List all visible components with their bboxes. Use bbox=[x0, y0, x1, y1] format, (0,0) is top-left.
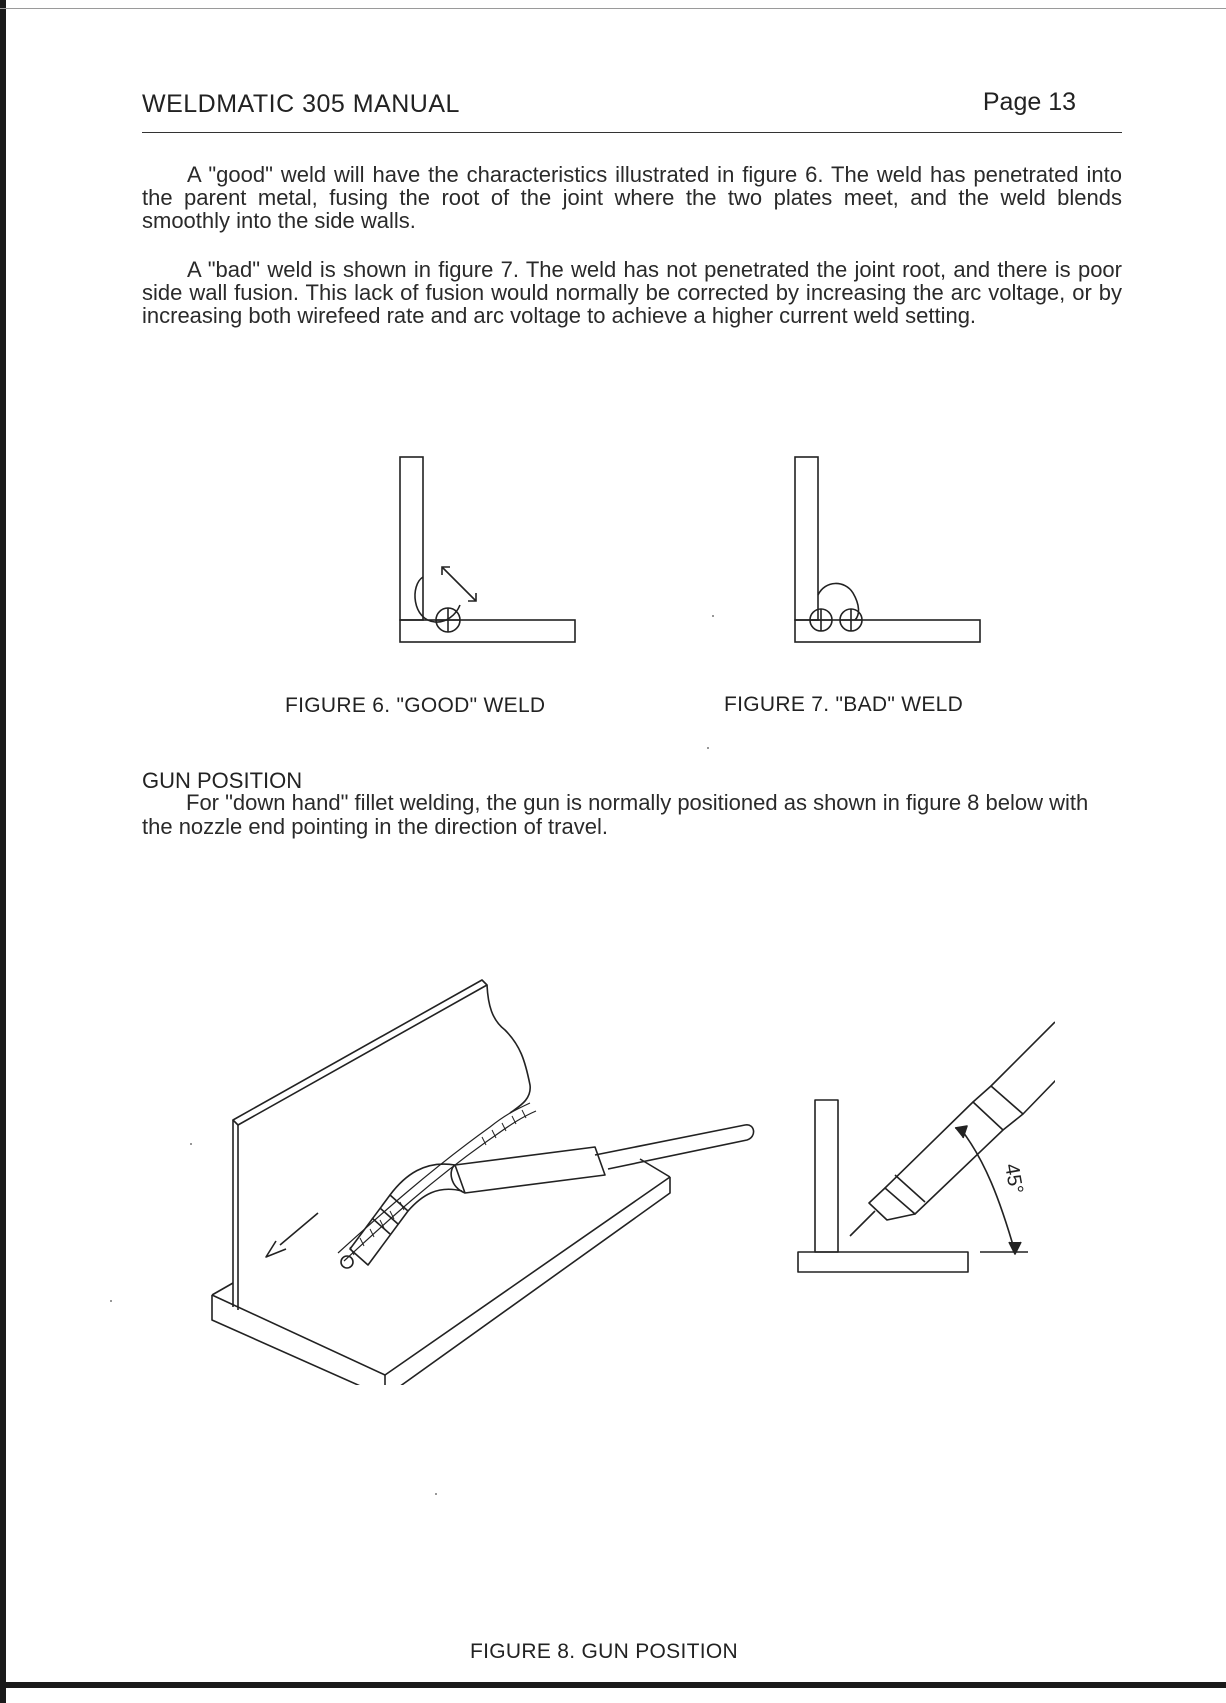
scan-speck bbox=[707, 747, 709, 749]
manual-title: WELDMATIC 305 MANUAL bbox=[142, 90, 460, 118]
bad-weld-paragraph: A "bad" weld is shown in figure 7. The weld has not penetrated the joint root, and there is poor side wall fusion. This lack of fusion would normally be corrected by increasing the arc voltage, or by increasing both wirefeed rate and arc voltage to achieve a higher current weld setting. bbox=[142, 257, 1122, 328]
page-edge-top bbox=[0, 8, 1226, 9]
page-number: Page 13 bbox=[982, 88, 1076, 116]
figure-8-isometric-gun-diagram bbox=[200, 965, 780, 1385]
header-divider bbox=[142, 132, 1122, 133]
scan-speck bbox=[190, 1143, 192, 1145]
gun-position-text: For "down hand" fillet welding, the gun is normally positioned as shown in figure 8 below with the nozzle end pointing in the direction of travel. bbox=[142, 790, 1089, 839]
figure-7-bad-weld-diagram bbox=[785, 455, 985, 655]
gun-position-heading: GUN POSITION bbox=[142, 768, 303, 793]
page-edge-bottom bbox=[0, 1682, 1226, 1688]
figure-6-good-weld-diagram bbox=[390, 455, 590, 655]
angle-label: 45° bbox=[1000, 1162, 1027, 1196]
scan-speck bbox=[712, 615, 714, 617]
figure-8-caption: FIGURE 8. GUN POSITION bbox=[470, 1640, 738, 1663]
scan-speck bbox=[110, 1300, 112, 1302]
scan-speck bbox=[435, 1493, 437, 1495]
figure-8-side-view-diagram bbox=[795, 1000, 1055, 1290]
figure-6-caption: FIGURE 6. "GOOD" WELD bbox=[285, 694, 546, 717]
good-weld-paragraph: A "good" weld will have the characteristics illustrated in figure 6. The weld has penetrated into the parent metal, fusing the root of the joint where the two plates meet, and the weld blends smoothly into the side walls. bbox=[142, 162, 1122, 233]
gun-position-paragraph bbox=[142, 791, 1122, 839]
page-header bbox=[142, 88, 1122, 132]
page-edge-left bbox=[0, 0, 6, 1703]
figure-7-caption: FIGURE 7. "BAD" WELD bbox=[724, 693, 964, 716]
